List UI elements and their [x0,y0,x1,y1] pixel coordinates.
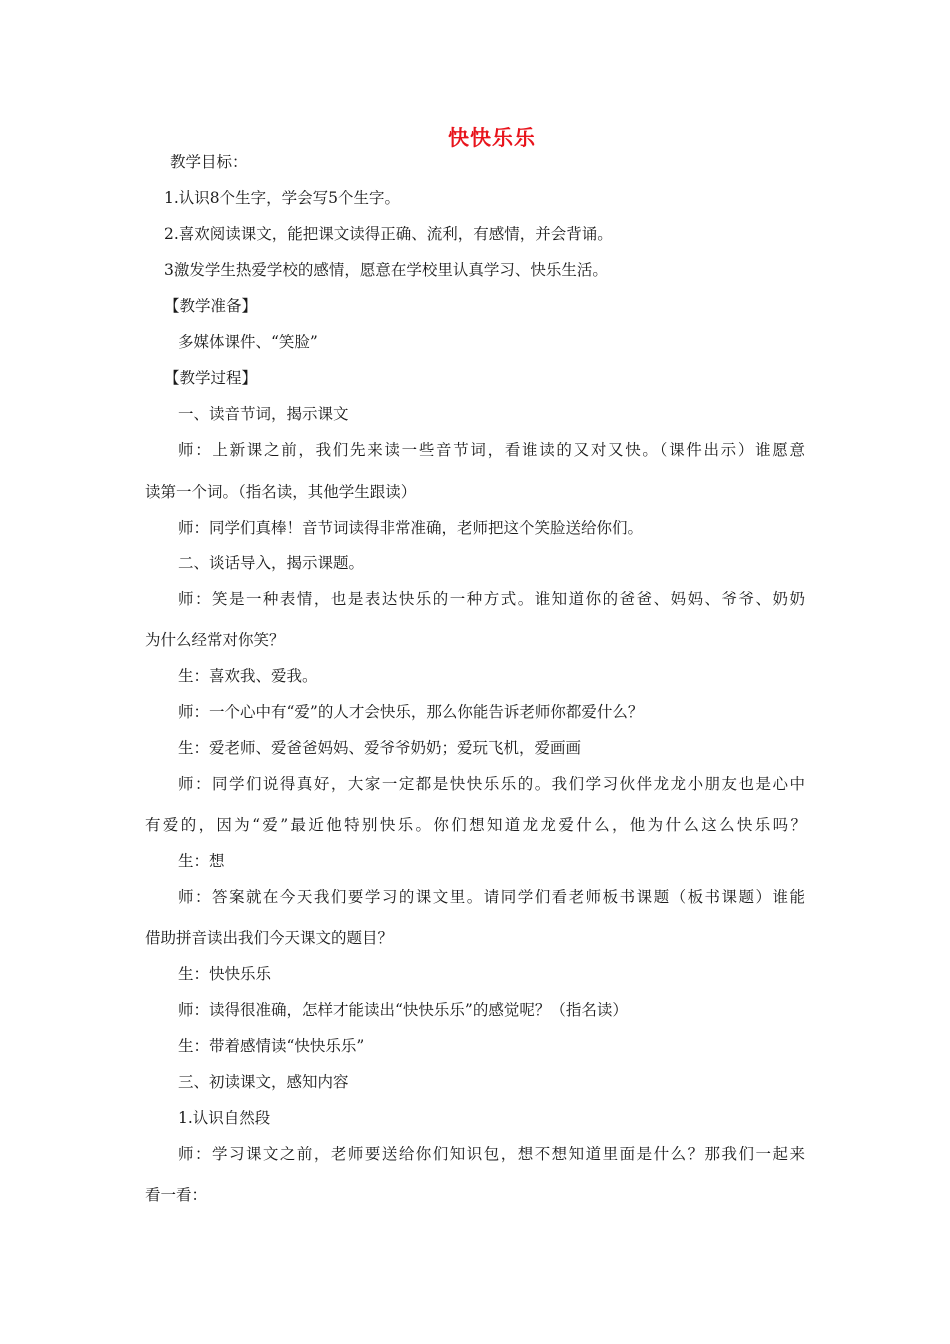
paragraph: 师：学习课文之前，老师要送给你们知识包，想不想知道里面是什么？那我们一起来 [178,1145,805,1163]
paragraph: 师：笑是一种表情，也是表达快乐的一种方式。谁知道你的爸爸、妈妈、爷爷、奶奶 [178,590,805,608]
paragraph: 师：同学们真棒！音节词读得非常准确，老师把这个笑脸送给你们。 [178,519,644,537]
paragraph-continuation: 看一看： [145,1186,208,1204]
paragraph-continuation: 有爱的，因为“爱”最近他特别快乐。你们想知道龙龙爱什么，他为什么这么快乐吗？ [145,816,806,834]
objective-item: 1.认识8个生字，学会写5个生字。 [164,189,401,207]
paragraph-continuation: 读第一个词。（指名读，其他学生跟读） [145,483,417,501]
step-heading: 三、初读课文，感知内容 [178,1073,349,1091]
paragraph: 生：爱老师、爱爸爸妈妈、爱爷爷奶奶；爱玩飞机，爱画画 [178,739,582,757]
objective-item: 3激发学生热爱学校的感情，愿意在学校里认真学习、快乐生活。 [164,261,608,279]
sub-step-heading: 1.认识自然段 [178,1109,271,1127]
paragraph: 多媒体课件、“笑脸” [178,333,318,351]
paragraph: 生：想 [178,852,225,870]
paragraph-continuation: 为什么经常对你笑？ [145,631,285,649]
objective-item: 2.喜欢阅读课文，能把课文读得正确、流利，有感情，并会背诵。 [164,225,613,243]
paragraph: 师：一个心中有“爱”的人才会快乐，那么你能告诉老师你都爱什么？ [178,703,644,721]
section-heading-objectives: 教学目标： [170,153,248,171]
section-heading-process: 【教学过程】 [164,369,258,387]
paragraph: 师：答案就在今天我们要学习的课文里。请同学们看老师板书课题（板书课题）谁能 [178,888,805,906]
paragraph: 生：快快乐乐 [178,965,272,983]
step-heading: 二、谈话导入，揭示课题。 [178,554,365,572]
document-title: 快快乐乐 [448,126,536,150]
paragraph: 生：带着感情读“快快乐乐” [178,1037,365,1055]
paragraph: 师：同学们说得真好，大家一定都是快快乐乐的。我们学习伙伴龙龙小朋友也是心中 [178,775,805,793]
paragraph: 师：读得很准确，怎样才能读出“快快乐乐”的感觉呢？（指名读） [178,1001,628,1019]
paragraph: 师：上新课之前，我们先来读一些音节词，看谁读的又对又快。（课件出示）谁愿意 [178,441,805,459]
paragraph: 生：喜欢我、爱我。 [178,667,318,685]
paragraph-continuation: 借助拼音读出我们今天课文的题目？ [145,929,394,947]
step-heading: 一、读音节词，揭示课文 [178,405,349,423]
section-heading-preparation: 【教学准备】 [164,297,258,315]
